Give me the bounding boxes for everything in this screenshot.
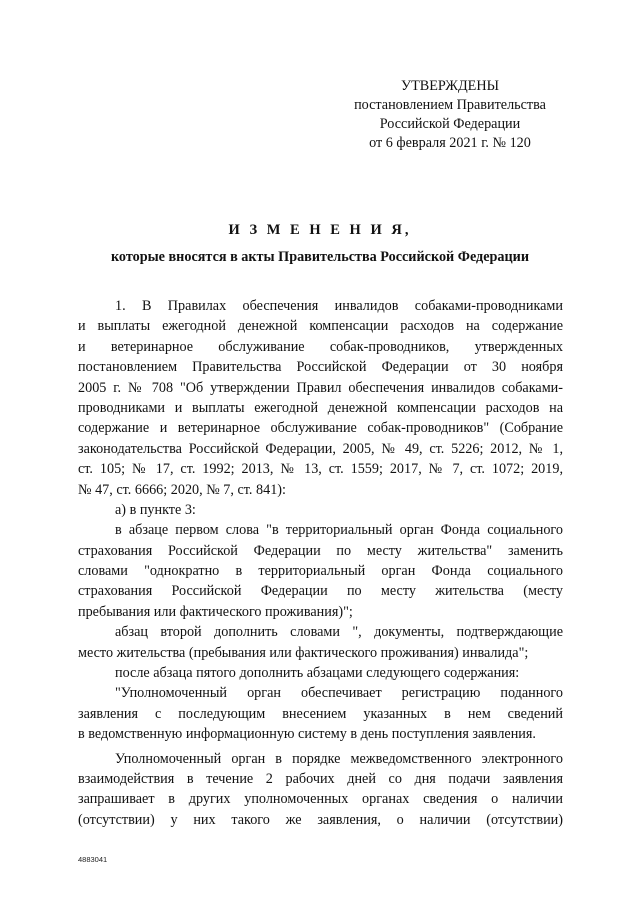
body-line: 2005 г. № 708 "Об утверждении Правил обеспечения инвалидов собаками- [78,379,563,396]
body-line: № 47, ст. 6666; 2020, № 7, ст. 841): [78,481,286,498]
body-line: Уполномоченный орган в порядке межведомственного электронного [115,750,563,767]
body-line: проводниками и выплаты ежегодной денежной компенсации расходов на [78,399,563,416]
body-line: место жительства (пребывания или фактического проживания) инвалида"; [78,644,529,661]
body-line: страхования Российской Федерации по месту жительства (месту [78,583,563,600]
document-body [78,296,563,830]
body-line: ст. 105; № 17, ст. 1992; 2013, № 13, ст. 1559; 2017, № 7, ст. 1072; 2019, [78,461,563,478]
body-line: постановлением Правительства Российской Федерации от 30 ноября [78,359,563,376]
body-line: содержание и ветеринарное обслуживание собак-проводников" (Собрание [78,420,563,437]
body-line: "Уполномоченный орган обеспечивает регистрацию поданного [115,685,563,702]
document-title: И З М Е Н Е Н И Я, [228,222,412,238]
body-line: (отсутствии) у них такого же заявления, о наличии (отсутствии) [78,811,563,828]
body-line: запрашивает в других уполномоченных органах сведения о наличии [78,791,563,808]
body-line: законодательства Российской Федерации, 2005, № 49, ст. 5226; 2012, № 1, [78,440,563,457]
body-line: заявления с последующим внесением указанных в нем сведений [78,705,563,722]
approval-line-federation: Российской Федерации [379,116,521,132]
body-line: и ветеринарное обслуживание собак-проводников, утвержденных [78,338,563,355]
body-line: страхования Российской Федерации по месту жительства" заменить [78,542,563,559]
body-line: словами "однократно в территориальный орган Фонда социального [78,563,563,580]
body-line: 1. В Правилах обеспечения инвалидов собаками-проводниками [115,298,563,314]
document-subtitle: которые вносятся в акты Правительства Российской Федерации [110,249,530,265]
body-line: и выплаты ежегодной денежной компенсации расходов на содержание [78,318,563,335]
approval-line-by-resolution: постановлением Правительства [354,97,546,113]
body-line: взаимодействия в течение 2 рабочих дней со дня подачи заявления [78,770,563,787]
body-line: в ведомственную информационную систему в день поступления заявления. [78,726,536,743]
approval-line-date-number: от 6 февраля 2021 г. № 120 [369,135,531,151]
body-line: пребывания или фактического проживания)"; [78,603,353,620]
body-line: абзац второй дополнить словами ", документы, подтверждающие [115,624,563,641]
document-number: 4883041 [78,855,108,864]
body-line: в абзаце первом слова "в территориальный орган Фонда социального [115,522,563,539]
body-line: а) в пункте 3: [115,501,196,518]
approval-line-approved: УТВЕРЖДЕНЫ [401,78,499,94]
body-line: после абзаца пятого дополнить абзацами следующего содержания: [115,665,520,682]
approval-stamp [330,77,570,153]
